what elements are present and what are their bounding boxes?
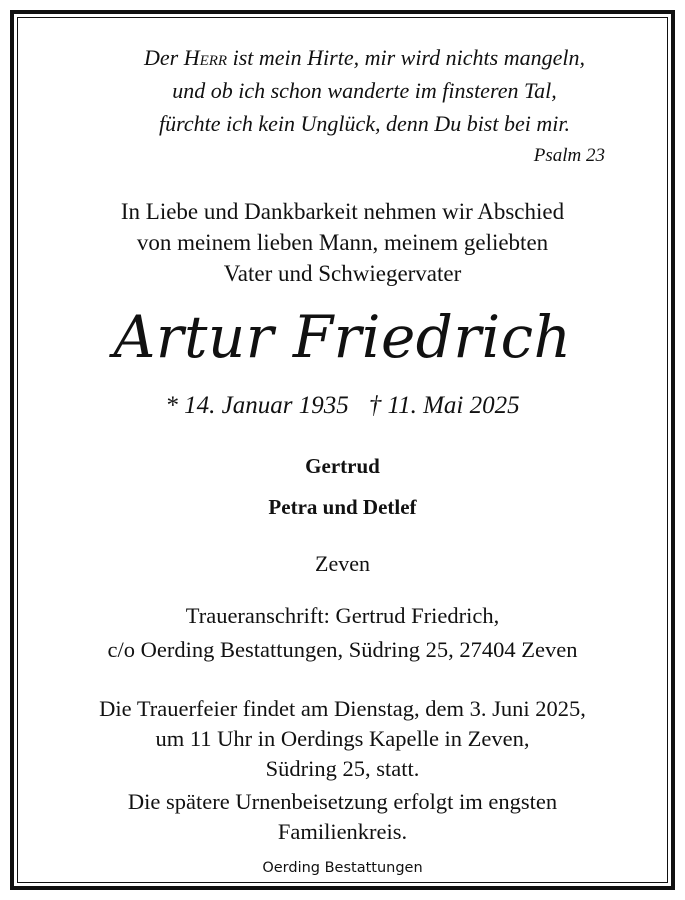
- mourner-line-2: Petra und Detlef: [268, 495, 417, 519]
- psalm-line-1-suffix: ist mein Hirte, mir wird nichts mangeln,: [227, 45, 585, 70]
- psalm-line-2: und ob ich schon wanderte im finsteren Tal,: [172, 78, 557, 103]
- address-line-1: Traueranschrift: Gertrud Friedrich,: [185, 603, 500, 628]
- ceremony-line-2: um 11 Uhr in Oerdings Kapelle in Zeven,: [155, 726, 530, 751]
- psalm-line-3: fürchte ich kein Unglück, denn Du bist bei mir.: [159, 111, 570, 136]
- death-date: † 11. Mai 2025: [368, 392, 520, 419]
- psalm-herr: Herr: [183, 45, 228, 70]
- ceremony-line-5: Familienkreis.: [277, 819, 408, 844]
- ceremony-line-3: Südring 25, statt.: [265, 756, 420, 781]
- life-dates: [0, 393, 685, 418]
- psalm-reference: Psalm 23: [533, 145, 605, 166]
- intro-line-1: In Liebe und Dankbarkeit nehmen wir Abschied: [120, 199, 565, 224]
- birth-date: * 14. Januar 1935: [165, 392, 349, 419]
- intro-line-3: Vater und Schwiegervater: [223, 261, 462, 286]
- undertaker-name: Oerding Bestattungen: [262, 860, 423, 876]
- intro-line-2: von meinem lieben Mann, meinem geliebten: [136, 230, 549, 255]
- mourner-line-1: Gertrud: [305, 454, 380, 478]
- deceased-name: Artur Friedrich: [113, 303, 572, 371]
- psalm-line-1: [22, 47, 685, 69]
- place: Zeven: [315, 551, 370, 576]
- psalm-line-1-prefix: Der: [143, 45, 184, 70]
- address-line-2: c/o Oerding Bestattungen, Südring 25, 27404 Zeven: [107, 637, 578, 662]
- ceremony-line-4: Die spätere Urnenbeisetzung erfolgt im engsten: [127, 789, 558, 814]
- ceremony-line-1: Die Trauerfeier findet am Dienstag, dem 3. Juni 2025,: [99, 696, 586, 721]
